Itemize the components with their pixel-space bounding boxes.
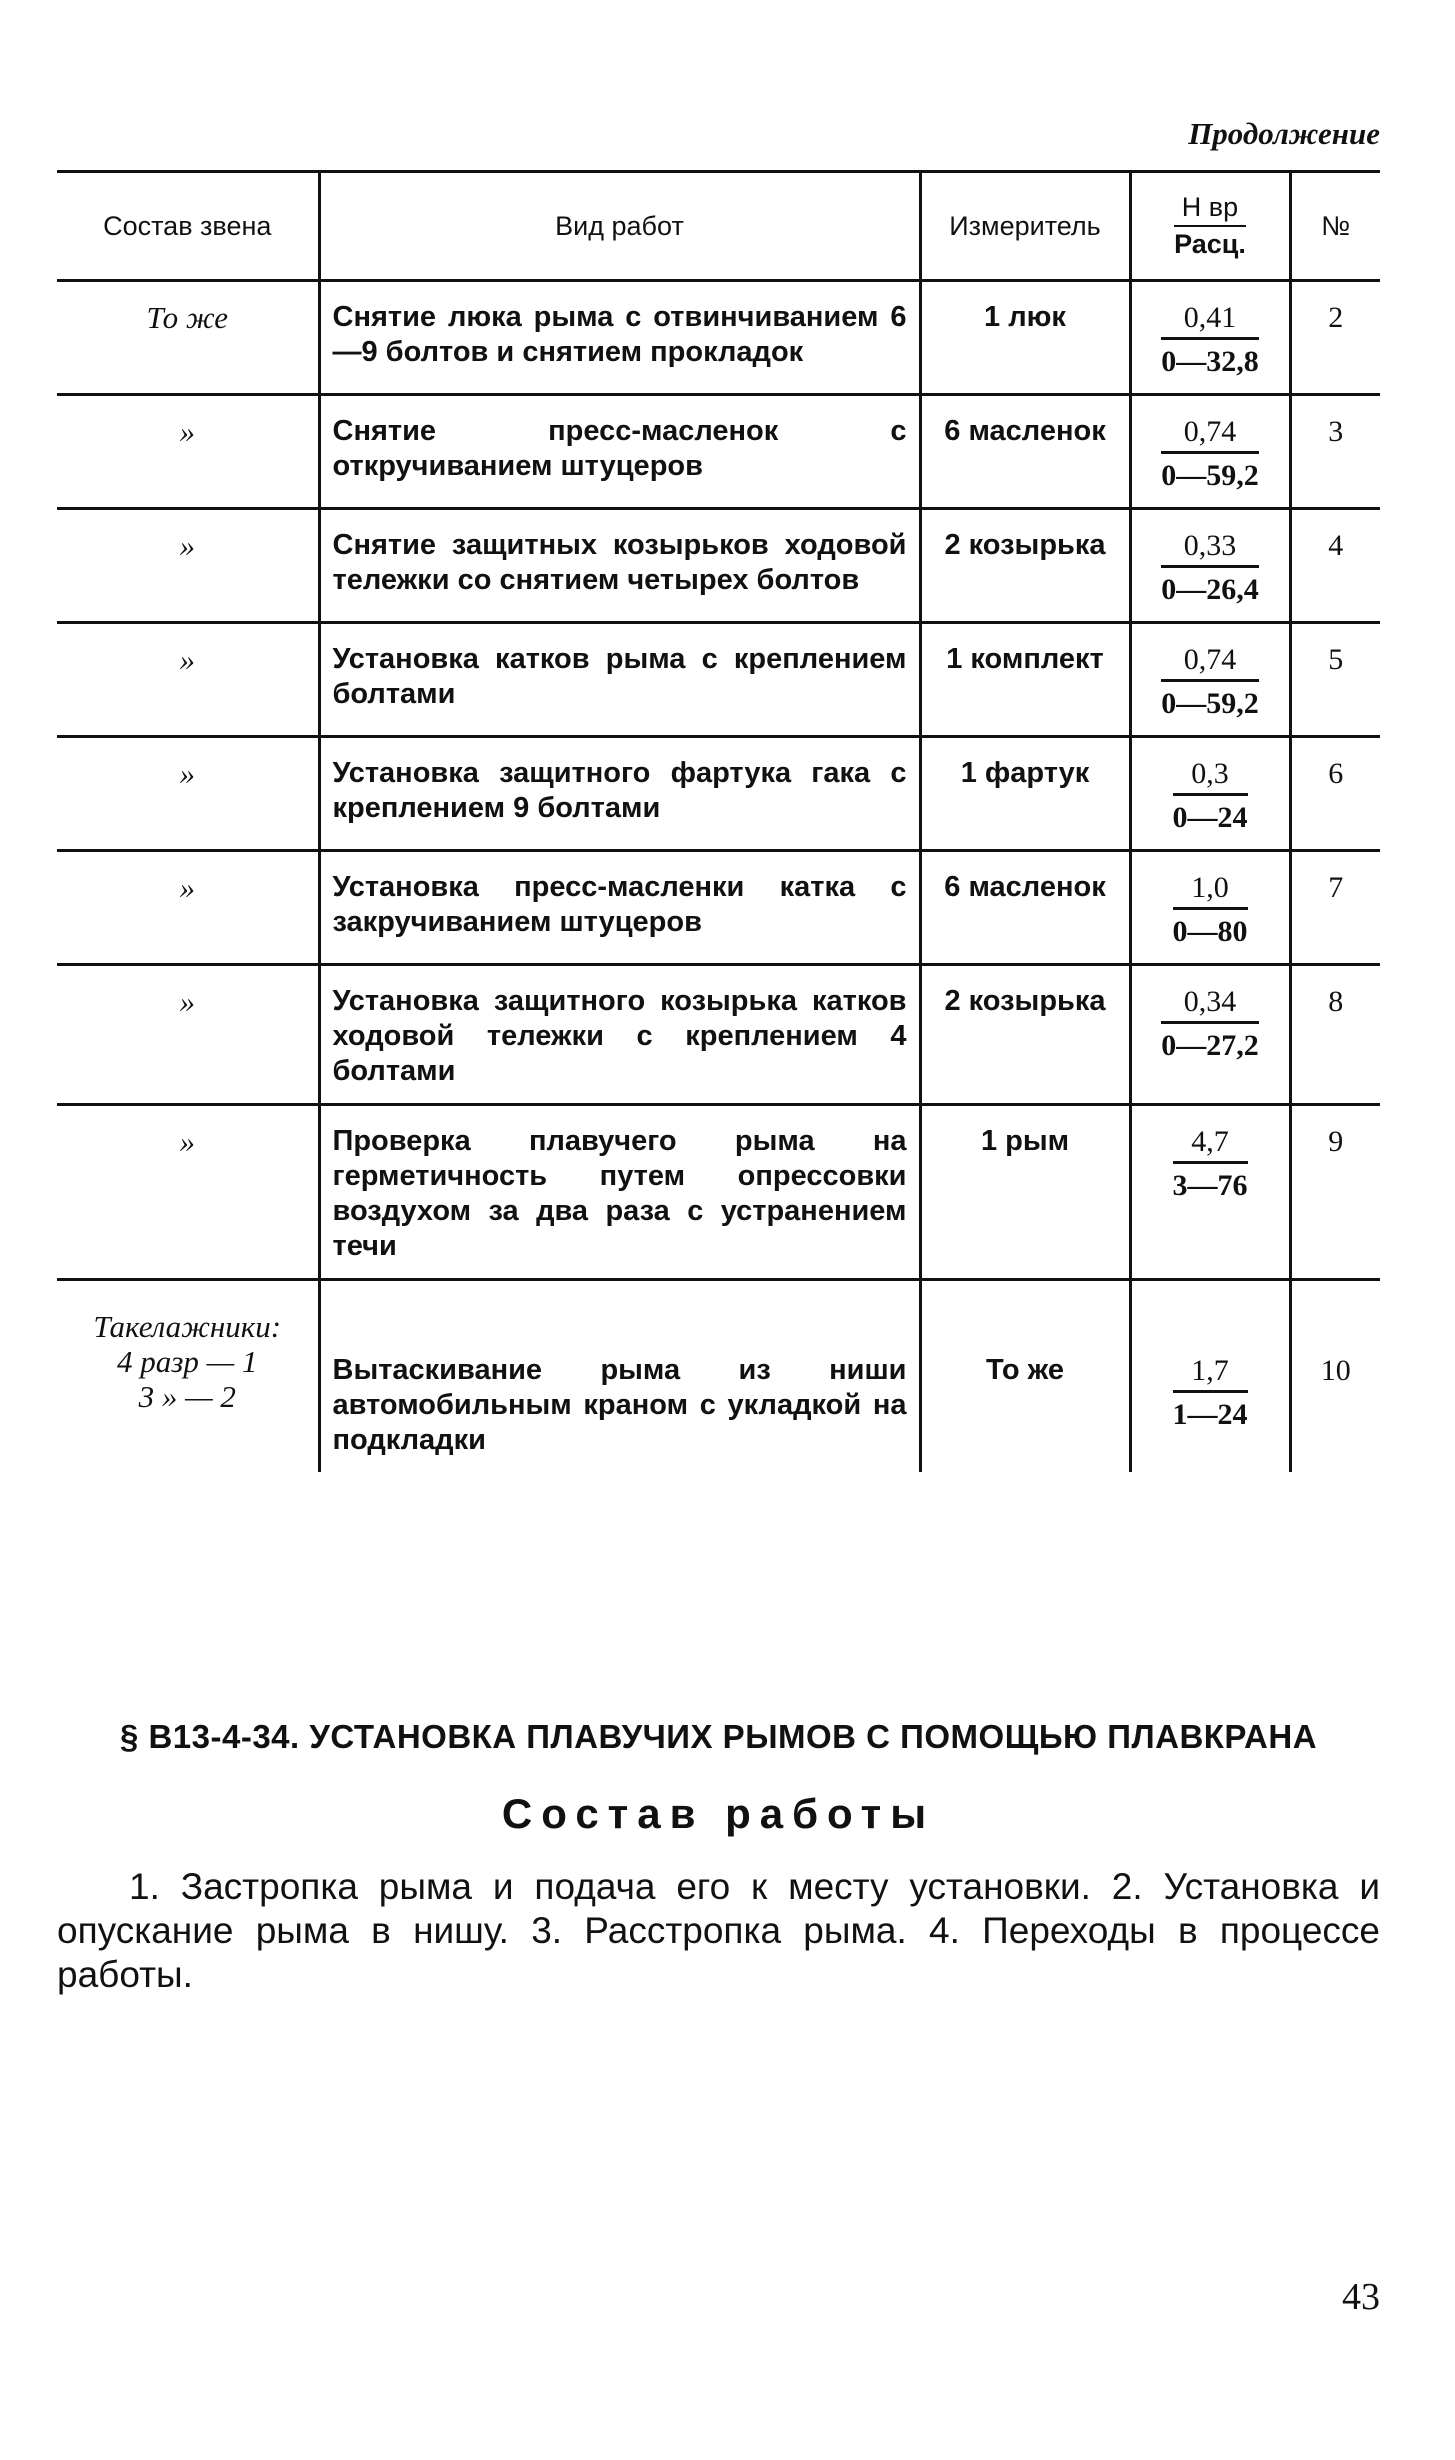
norm-rate: 0—24 [1172,801,1248,834]
cell-vid: Установка пресс-масленки катка с закручиванием штуцеров [319,851,920,965]
table-row [57,1280,1380,1473]
header-izm: Измеритель [920,172,1130,281]
cell-norm [1130,1105,1290,1280]
cell-num: 6 [1290,737,1380,851]
section-subtitle: Состав работы [501,1790,936,1837]
cell-sostav: » [57,1105,319,1280]
cell-vid: Вытаскивание рыма из ниши автомобильным краном с укладкой на подкладки [319,1280,920,1473]
cell-izm: 2 козырька [920,509,1130,623]
cell-norm [1130,395,1290,509]
cell-vid: Установка защитного козырька катков ходовой тележки с креплением 4 болтами [319,965,920,1105]
cell-num: 5 [1290,623,1380,737]
crew-line-2: 3 » — 2 [138,1379,236,1414]
cell-izm: 6 масленок [920,395,1130,509]
cell-vid: Снятие люка рыма с отвинчиванием 6—9 болтов и снятием прокладок [319,281,920,395]
norm-time: 0,41 [1161,300,1259,340]
page-number: 43 [1342,2276,1380,2318]
cell-num: 10 [1290,1280,1380,1473]
cell-vid: Установка катков рыма с креплением болтами [319,623,920,737]
header-norm-bottom: Расц. [1174,229,1246,259]
norm-rate: 0—59,2 [1161,459,1259,492]
crew-title: Такелажники: [93,1309,282,1344]
header-num: № [1290,172,1380,281]
cell-sostav: » [57,965,319,1105]
header-norm [1130,172,1290,281]
table-row [57,509,1380,623]
cell-izm: 1 люк [920,281,1130,395]
norm-rate: 0—80 [1172,915,1248,948]
cell-sostav: » [57,851,319,965]
header-vid: Вид работ [319,172,920,281]
cell-izm: 2 козырька [920,965,1130,1105]
table-row [57,623,1380,737]
cell-vid: Установка защитного фартука гака с креплением 9 болтами [319,737,920,851]
table-row [57,1105,1380,1280]
norm-rate: 3—76 [1172,1169,1248,1202]
cell-izm: То же [920,1280,1130,1473]
header-sostav: Состав звена [57,172,319,281]
cell-sostav: » [57,737,319,851]
cell-sostav [57,1280,319,1473]
norm-rate: 0—26,4 [1161,573,1259,606]
cell-sostav: » [57,623,319,737]
table-row [57,281,1380,395]
cell-norm [1130,623,1290,737]
table-row [57,737,1380,851]
cell-izm: 6 масленок [920,851,1130,965]
header-norm-top: Н вр [1174,190,1246,227]
cell-num: 3 [1290,395,1380,509]
cell-vid: Проверка плавучего рыма на герметичность путем опрессовки воздухом за два раза с устранением течи [319,1105,920,1280]
norm-time: 0,74 [1161,642,1259,682]
norm-rate: 0—59,2 [1161,687,1259,720]
norm-rate: 0—27,2 [1161,1029,1259,1062]
norm-time: 1,7 [1173,1353,1248,1393]
norm-time: 0,33 [1161,528,1259,568]
cell-vid: Снятие пресс-масленок с откручиванием штуцеров [319,395,920,509]
section-title: § В13-4-34. УСТАНОВКА ПЛАВУЧИХ РЫМОВ С ПОМОЩЬЮ ПЛАВКРАНА [119,1718,1318,1755]
norm-rate: 0—32,8 [1161,345,1259,378]
cell-norm [1130,1280,1290,1473]
cell-num: 7 [1290,851,1380,965]
crew-line-1: 4 разр — 1 [117,1344,258,1379]
table-row [57,965,1380,1105]
cell-num: 4 [1290,509,1380,623]
cell-vid: Снятие защитных козырьков ходовой тележки со снятием четырех болтов [319,509,920,623]
norm-time: 0,74 [1161,414,1259,454]
norm-time: 0,3 [1173,756,1248,796]
continuation-label: Продолжение [1188,116,1380,151]
table-row [57,851,1380,965]
cell-izm: 1 комплект [920,623,1130,737]
work-composition-paragraph: 1. Застропка рыма и подача его к месту установки. 2. Установка и опускание рыма в нишу. 3. Расстропка рыма. 4. Переходы в процессе работы. [57,1866,1380,1995]
cell-izm: 1 фартук [920,737,1130,851]
table-row [57,395,1380,509]
cell-izm: 1 рым [920,1105,1130,1280]
cell-norm [1130,851,1290,965]
cell-sostav: » [57,395,319,509]
cell-sostav: » [57,509,319,623]
cell-num: 2 [1290,281,1380,395]
cell-norm [1130,737,1290,851]
norm-time: 1,0 [1173,870,1248,910]
norm-rate: 1—24 [1172,1398,1248,1431]
norm-time: 0,34 [1161,984,1259,1024]
cell-sostav: То же [57,281,319,395]
norm-time: 4,7 [1173,1124,1248,1164]
cell-num: 9 [1290,1105,1380,1280]
table-header-row [57,172,1380,281]
cell-norm [1130,281,1290,395]
norms-table [57,170,1380,1472]
cell-norm [1130,965,1290,1105]
cell-norm [1130,509,1290,623]
header-norm-fraction [1174,190,1246,262]
cell-num: 8 [1290,965,1380,1105]
